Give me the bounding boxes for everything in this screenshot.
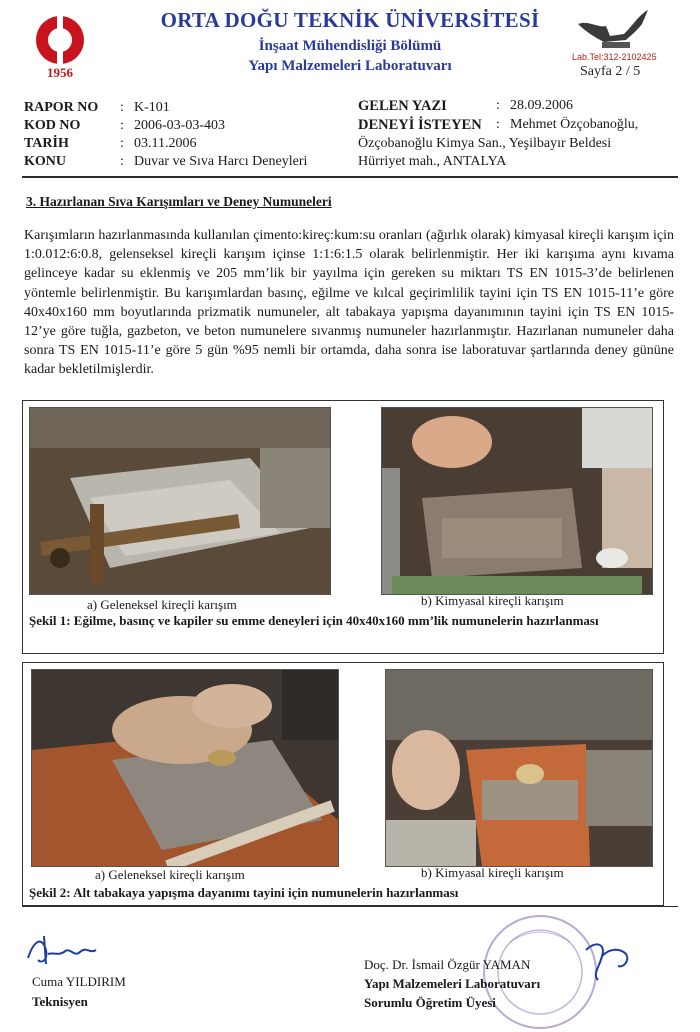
- konu-label: KONU: [24, 154, 66, 169]
- right-signer-title: Sorumlu Öğretim Üyesi: [364, 995, 496, 1010]
- section-paragraph: Karışımların hazırlanmasında kullanılan çimento:kireç:kum:su oranları (ağırlık olarak) kimyasal kireçli karışım için 1:0.012:6:0.8, gelenseksel kireçli karışım içinse 1:1:6:1.5 olarak belirlenmiştir. Her iki karışıma aynı kıvama gelinceye kadar su eklenmiş ve 205 mm’lik bir yayılma için gereken su miktarı TS EN 1015-3’de belirlenen yöntemle belirlenmiştir. Bu karışımlardan basınç, eğilme ve kılcal geçirimlilik tayini için TS EN 1015-11’e göre 40x40x160 mm boyutlarında prizmatik numuneler, alt tabakaya yapışma dayanımının tayini için TS EN 1015-12’ye göre tuğla, gazbeton, ve beton numunelere sıvanmış numuneler hazırlanmıştır. Hazırlanan numuneler daha sonra TS EN 1015-11’e göre 5 gün %95 nemli bir ortamda, daha sonra ise laboratuvar şartlarında deney gününe kadar bekletilmişlerdir.: [24, 228, 674, 378]
- rapor-no-value: K-101: [134, 100, 170, 115]
- right-signature: [580, 930, 640, 990]
- deneyi-isteyen-line2: Özçobanoğlu Kimya San., Yeşilbayır Beldesi: [358, 136, 612, 151]
- logo-year: 1956: [47, 65, 73, 80]
- deneyi-isteyen-line3: Hürriyet mah., ANTALYA: [358, 154, 507, 169]
- section-title: 3. Hazırlanan Sıva Karışımları ve Deney Numuneleri: [26, 194, 332, 209]
- figure-1a-photo: [29, 407, 331, 595]
- figure-1: [22, 400, 664, 654]
- figure-2a-photo: [31, 669, 339, 867]
- figure-2b-caption: b) Kimyasal kireçli karışım: [421, 865, 564, 880]
- page-number: Sayfa 2 / 5: [580, 64, 641, 79]
- tarih-label: TARİH: [24, 136, 69, 151]
- figure-1-title: Şekil 1: Eğilme, basınç ve kapiler su emme deneyleri için 40x40x160 mm’lik numunelerin hazırlanması: [29, 613, 599, 628]
- lab-phone: Lab.Tel:312-2102425: [572, 52, 657, 62]
- left-signature: [24, 930, 114, 970]
- figure-1a-caption: a) Geleneksel kireçli karışım: [87, 597, 237, 612]
- figure-2-title: Şekil 2: Alt tabakaya yapışma dayanımı tayini için numunelerin hazırlanması: [29, 885, 459, 900]
- tarih-value: 03.11.2006: [134, 136, 197, 151]
- figure-2b-photo: [385, 669, 653, 867]
- department-name: İnşaat Mühendisliği Bölümü: [258, 38, 442, 54]
- kod-no-label: KOD NO: [24, 118, 81, 133]
- gelen-yazi-value: 28.09.2006: [510, 98, 573, 113]
- header-divider: [22, 176, 678, 178]
- deneyi-isteyen-value: Mehmet Özçobanoğlu,: [510, 117, 639, 132]
- left-signer-title: Teknisyen: [32, 994, 88, 1009]
- gelen-yazi-label: GELEN YAZI: [358, 98, 447, 114]
- lab-emblem-icon: [574, 6, 654, 52]
- deneyi-isteyen-label: DENEYİ İSTEYEN: [358, 117, 482, 133]
- right-signer-lab: Yapı Malzemeleri Laboratuvarı: [364, 976, 541, 991]
- figure-1b-photo: [381, 407, 653, 595]
- right-signer-name: Doç. Dr. İsmail Özgür YAMAN: [364, 957, 531, 972]
- laboratory-name: Yapı Malzemeleri Laboratuvarı: [248, 58, 452, 74]
- figure-2a-caption: a) Geleneksel kireçli karışım: [95, 867, 245, 882]
- figure-1b-caption: b) Kimyasal kireçli karışım: [421, 593, 564, 608]
- rapor-no-label: RAPOR NO: [24, 100, 99, 115]
- university-name: ORTA DOĞU TEKNİK ÜNİVERSİTESİ: [160, 8, 540, 32]
- konu-value: Duvar ve Sıva Harcı Deneyleri: [134, 154, 308, 169]
- kod-no-value: 2006-03-03-403: [134, 118, 225, 133]
- left-signer-name: Cuma YILDIRIM: [32, 974, 126, 989]
- figure-2: [22, 662, 664, 906]
